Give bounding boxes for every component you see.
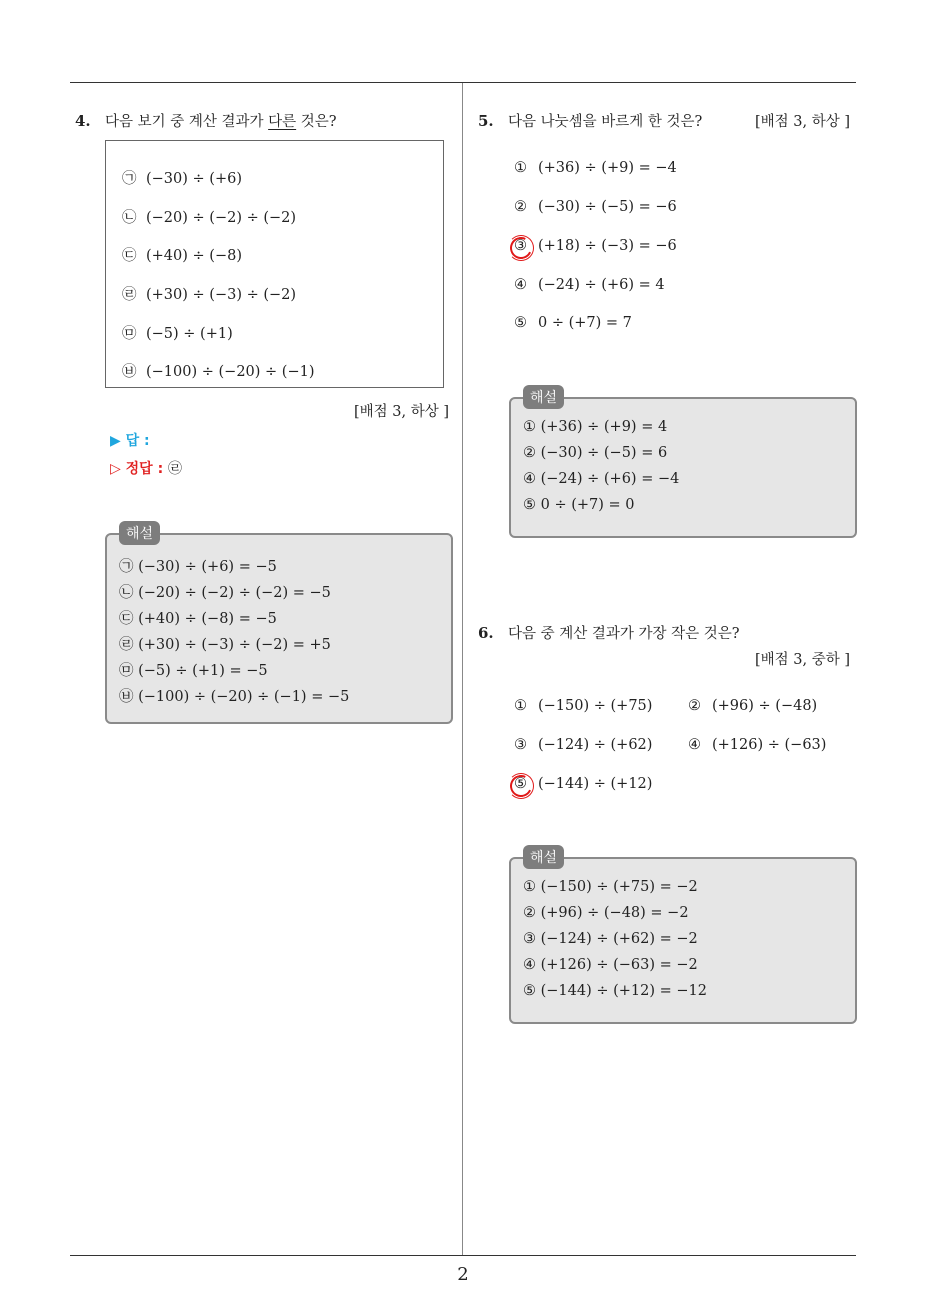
option-1[interactable]: ① (−150) ÷ (+75) — [514, 698, 653, 714]
option-5[interactable]: ⑤ 0 ÷ (+7) = 7 — [514, 315, 632, 331]
underlined-word: 다른 — [268, 114, 297, 130]
question-5-heading — [478, 110, 702, 131]
question-text: 다음 나눗셈을 바르게 한 것은? — [508, 114, 703, 130]
explanation-line: ㉡ (−20) ÷ (−2) ÷ (−2) = −5 — [119, 585, 331, 601]
choice-item: ㉤ (−5) ÷ (+1) — [122, 326, 233, 342]
answer-label: ▶ 답 : — [110, 433, 150, 449]
bottom-rule — [70, 1255, 856, 1256]
question-number: 4. — [75, 112, 91, 130]
correct-answer-label: ▷ 정답 : — [110, 461, 164, 477]
correct-answer-line — [110, 458, 182, 478]
explanation-line: ㉠ (−30) ÷ (+6) = −5 — [119, 559, 277, 575]
option-3[interactable]: ③ (+18) ÷ (−3) = −6 — [514, 238, 677, 254]
top-rule — [70, 82, 856, 83]
explanation-line: ㉣ (+30) ÷ (−3) ÷ (−2) = +5 — [119, 637, 331, 653]
selected-answer-circle-stroke-icon — [508, 773, 534, 799]
explanation-line: ㉥ (−100) ÷ (−20) ÷ (−1) = −5 — [119, 689, 350, 705]
question-4-score: [배점 3, 하상 ] — [354, 404, 450, 420]
explanation-tag: 해설 — [523, 845, 564, 869]
question-4-explanation-box — [105, 526, 453, 724]
choice-item: ㉠ (−30) ÷ (+6) — [122, 171, 242, 187]
choice-item: ㉣ (+30) ÷ (−3) ÷ (−2) — [122, 287, 297, 303]
question-4-choices-box — [105, 140, 444, 388]
correct-answer-value: ㉣ — [168, 461, 183, 477]
question-6-heading — [478, 622, 740, 643]
explanation-line: ㉢ (+40) ÷ (−8) = −5 — [119, 611, 277, 627]
option-2[interactable]: ② (−30) ÷ (−5) = −6 — [514, 199, 677, 215]
question-number: 6. — [478, 624, 494, 642]
explanation-tag: 해설 — [523, 385, 564, 409]
option-4[interactable]: ④ (−24) ÷ (+6) = 4 — [514, 277, 665, 293]
explanation-line: ⑤ (−144) ÷ (+12) = −12 — [523, 983, 707, 999]
column-divider — [462, 83, 463, 1255]
question-5-explanation-box — [509, 390, 857, 538]
question-4-heading — [75, 110, 337, 131]
question-text-end: 것은? — [296, 114, 337, 130]
explanation-line: ㉤ (−5) ÷ (+1) = −5 — [119, 663, 268, 679]
choice-item: ㉥ (−100) ÷ (−20) ÷ (−1) — [122, 364, 315, 380]
selected-answer-circle-stroke-icon — [508, 235, 534, 261]
choice-item: ㉢ (+40) ÷ (−8) — [122, 248, 242, 264]
question-text: 다음 중 계산 결과가 가장 작은 것은? — [508, 626, 740, 642]
question-6-score: [배점 3, 중하 ] — [755, 652, 851, 668]
explanation-line: ③ (−124) ÷ (+62) = −2 — [523, 931, 698, 947]
question-5-score: [배점 3, 하상 ] — [755, 114, 851, 130]
explanation-line: ⑤ 0 ÷ (+7) = 0 — [523, 497, 635, 513]
question-6-explanation-box — [509, 850, 857, 1024]
option-5[interactable]: ⑤ (−144) ÷ (+12) — [514, 776, 653, 792]
question-text: 다음 보기 중 계산 결과가 — [105, 114, 269, 130]
explanation-line: ④ (+126) ÷ (−63) = −2 — [523, 957, 698, 973]
question-number: 5. — [478, 112, 494, 130]
option-4[interactable]: ④ (+126) ÷ (−63) — [688, 737, 827, 753]
page-number: 2 — [457, 1264, 469, 1285]
explanation-tag: 해설 — [119, 521, 160, 545]
option-2[interactable]: ② (+96) ÷ (−48) — [688, 698, 818, 714]
choice-item: ㉡ (−20) ÷ (−2) ÷ (−2) — [122, 210, 297, 226]
option-1[interactable]: ① (+36) ÷ (+9) = −4 — [514, 160, 677, 176]
explanation-line: ① (−150) ÷ (+75) = −2 — [523, 879, 698, 895]
explanation-line: ① (+36) ÷ (+9) = 4 — [523, 419, 668, 435]
option-3[interactable]: ③ (−124) ÷ (+62) — [514, 737, 653, 753]
explanation-line: ② (−30) ÷ (−5) = 6 — [523, 445, 668, 461]
explanation-line: ④ (−24) ÷ (+6) = −4 — [523, 471, 680, 487]
explanation-line: ② (+96) ÷ (−48) = −2 — [523, 905, 689, 921]
